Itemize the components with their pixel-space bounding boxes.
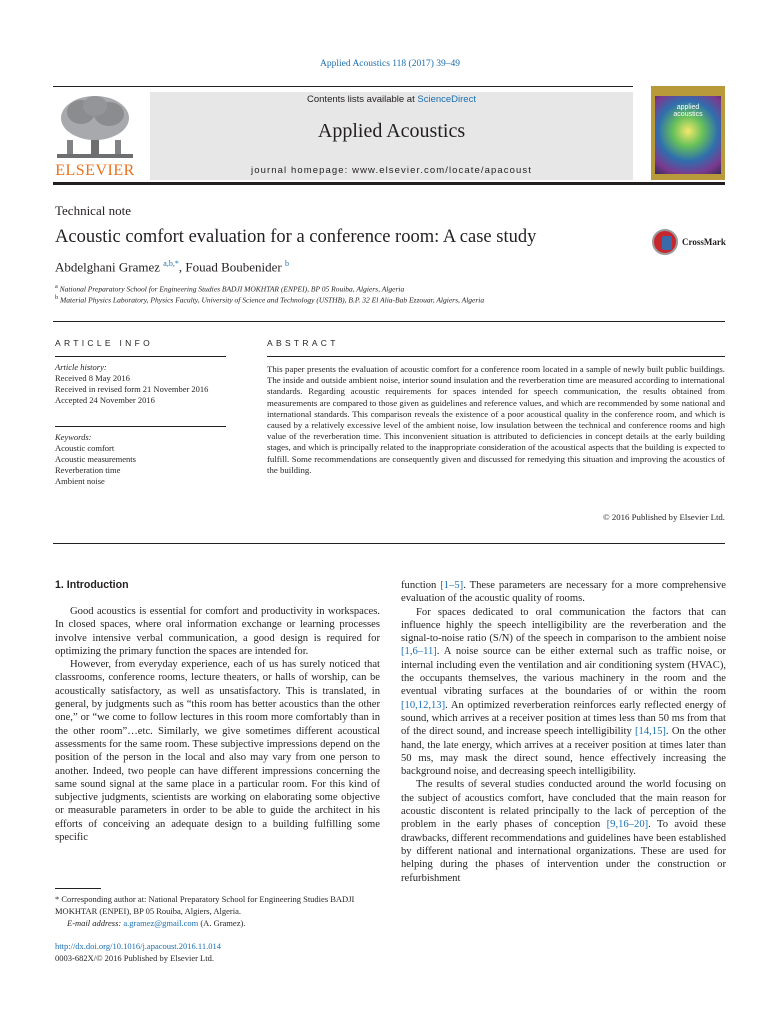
elsevier-logo[interactable] (53, 92, 137, 180)
email-label: E-mail address: (67, 918, 122, 928)
body-column-right (401, 579, 726, 885)
paragraph-text: . A noise source can be either external such as traffic noise, or internal including even the ventilation and air conditioning system (HVAC), the occupants themselves, the various machinery in the room and the eventual vibrating surfaces at the boundaries of or within the room (401, 646, 726, 698)
paragraph-text: For spaces dedicated to oral communication the factors that can influence highly the speech intelligibility are the reverberation and the signal-to-noise ratio (S/N) of the speech in comparison to the ambient noise (401, 606, 726, 645)
body-paragraph (401, 778, 726, 884)
abstract-text: This paper presents the evaluation of acoustic comfort for a conference room located in a sample of newly built public buildings. The inside and outside ambient noise, interior sound insulation and the reverberation time are measured according to international standards. Regarding acoustic requirements for spaces intended for speech communication, the results obtained from measurements are compared to those given as guidelines and reference values, and which are recommended by some national and international standards. This comparison reveals the existence of a poor acoustical quality in the conference room, and which is caused by a relatively excessive level of the ambient noise, low insulation between the technical and conference rooms and high value of the reverberation time. This inconvenient situation is attributed to deficiencies in concept details at the early building stages, and which is principally related to the inappropriate consideration of the acoustical aspects that the building is expected to fulfill. Some recommendations are consequently given and discussed for remedying this situation and improving the acoustics of the building. (267, 364, 725, 475)
crossmark-badge[interactable] (652, 229, 732, 259)
body-paragraph (401, 606, 726, 779)
footnote-star: * (55, 894, 60, 904)
affiliation-text: Material Physics Laboratory, Physics Faculty, University of Science and Technology (USTHB), B.P. 32 El Alia-Bab Ezzouar, Algiers, Algeria (60, 295, 485, 305)
body-divider (53, 543, 725, 544)
section-heading-introduction: 1. Introduction (55, 579, 129, 591)
paper-title: Acoustic comfort evaluation for a conference room: A case study (55, 227, 537, 247)
paragraph-text: The results of several studies conducted around the world focusing on the subject of acoustics comfort, have concluded that the main reason for acoustic discontent is related principally to the lack of perception of the problem in the early phases of conception (401, 779, 726, 831)
publication-info (55, 940, 221, 964)
reference-link[interactable]: [14,15] (635, 726, 666, 738)
email-line (55, 917, 380, 929)
body-paragraph: However, from everyday experience, each of us has surely noticed that classrooms, conference rooms, lecture theaters, or halls of worship, can be acoustically satisfactory, as well as unsatisfactory. This is translated, in general, by judgments such as “this room has better acoustics than the other one,” or “we come to follow lectures in this room more comfortably than in the other room”…etc. Similarly, we give sometimes different acoustical assessments for the same room. These subjective impressions depend on the position of the person in the local and also may vary from one person to another. Indeed, two people can have different impressions concerning the same sound signal at the same place in a particular room. For this kind of subjective judgments, scientists are working on elaborating some objective or measurable parameters in order to be able to guide the architect in his efforts of conceiving an adequate design to a building fulfilling some specific (55, 659, 380, 844)
affiliation-text: National Preparatory School for Engineering Studies BADJI MOKHTAR (ENPEI), BP 05 Rouiba, Algiers, Algeria (59, 284, 405, 294)
paragraph-text: . An optimized reverberation reinforces early reflected energy of sound, which arrives at a receiver position at times less than 50 ms from that of the direct sound, and increase speech intelligibility (401, 699, 726, 738)
article-info-rule (55, 356, 226, 357)
reference-link[interactable]: [9,16–20] (606, 819, 649, 831)
journal-citation-link[interactable]: Applied Acoustics 118 (2017) 39–49 (319, 59, 461, 69)
cover-title-line-1: applied (676, 104, 700, 111)
footnote-text: Corresponding author at: National Preparatory School for Engineering Studies BADJI MOKHTAR (ENPEI), BP 05 Rouiba, Algiers, Algeria. (55, 894, 355, 916)
footnote-rule (55, 888, 101, 889)
section-divider (53, 321, 725, 322)
elsevier-tree-icon (53, 92, 137, 162)
cover-title-line-2: acoustics (673, 111, 703, 118)
revised-date: Received in revised form 21 November 2016 (55, 384, 209, 394)
abstract-heading: ABSTRACT (267, 338, 339, 348)
elsevier-wordmark: ELSEVIER (55, 162, 135, 179)
cover-title (651, 104, 725, 118)
article-history (55, 362, 235, 406)
footnote-line (55, 893, 380, 917)
journal-homepage[interactable]: journal homepage: www.elsevier.com/locate/apacoust (250, 165, 532, 176)
reference-link[interactable]: [10,12,13] (401, 699, 446, 711)
abstract-rule (267, 356, 725, 357)
journal-title: Applied Acoustics (317, 120, 466, 142)
issn-copyright: 0003-682X/© 2016 Published by Elsevier Ltd. (55, 953, 214, 963)
sciencedirect-link[interactable]: ScienceDirect (417, 94, 476, 105)
keywords-label: Keywords: (55, 432, 92, 442)
corresponding-author-footnote (55, 893, 380, 929)
keywords-rule (55, 426, 226, 427)
body-paragraph (401, 579, 726, 606)
paragraph-text: . To avoid these drawbacks, different recommendations and guidelines have been established by different national and international organizations. These are used for helping during the phases of intervention under the construction or refurbishment (401, 819, 726, 884)
paragraph-text: . On the other hand, the late energy, which arrives at a receiver position at times later than 50 ms, may mask the direct sound, hence effectively increasing the background noise, and decreasing speech intelligibility. (401, 726, 726, 778)
email-suffix: (A. Gramez). (198, 918, 246, 928)
doi-link[interactable]: http://dx.doi.org/10.1016/j.apacoust.2016.11.014 (55, 941, 221, 951)
received-date: Received 8 May 2016 (55, 373, 130, 383)
corresponding-author-mark[interactable]: * (174, 259, 179, 268)
keyword: Ambient noise (55, 476, 105, 486)
contents-line (150, 94, 633, 105)
history-label: Article history: (55, 362, 107, 372)
author-name[interactable]: Fouad Boubenider (185, 259, 282, 275)
paragraph-text: function (401, 580, 441, 591)
reference-link[interactable]: [1,6–11] (401, 646, 437, 658)
accepted-date: Accepted 24 November 2016 (55, 395, 155, 405)
keywords (55, 432, 235, 487)
abstract-copyright: © 2016 Published by Elsevier Ltd. (602, 512, 725, 522)
affiliation-mark: a (55, 283, 58, 290)
header-rule (53, 86, 633, 87)
author-name[interactable]: Abdelghani Gramez (55, 259, 161, 275)
author-affiliation-marks[interactable]: b (285, 259, 290, 268)
keyword: Reverberation time (55, 465, 121, 475)
journal-cover-image[interactable] (651, 86, 725, 180)
author-separator: , (178, 259, 186, 275)
author-affiliation-marks[interactable]: a,b, (163, 259, 175, 268)
article-info-heading: ARTICLE INFO (55, 338, 154, 348)
reference-link[interactable]: [1–5] (440, 580, 464, 591)
journal-header-band (150, 92, 633, 180)
crossmark-icon (652, 229, 678, 255)
paragraph-text: . These parameters are necessary for a more comprehensive evaluation of the acoustic quality of rooms. (401, 580, 726, 605)
body-paragraph: Good acoustics is essential for comfort and productivity in workspaces. In closed spaces, where oral information exchange or learning processes involve intensive verbal communication, a good design is required for optimizing the primary function the spaces are intended for. (55, 606, 380, 657)
author-list (55, 259, 289, 275)
header-thick-rule (53, 182, 725, 185)
body-column-left (55, 605, 380, 844)
email-link[interactable]: a.gramez@gmail.com (123, 918, 199, 928)
affiliation-mark: b (55, 294, 59, 301)
affiliation-a (55, 283, 404, 294)
article-type: Technical note (55, 203, 131, 218)
affiliation-b (55, 294, 484, 305)
keyword: Acoustic comfort (55, 443, 115, 453)
crossmark-label: CrossMark (682, 237, 726, 247)
keyword: Acoustic measurements (55, 454, 136, 464)
contents-prefix: Contents lists available at (307, 94, 418, 105)
